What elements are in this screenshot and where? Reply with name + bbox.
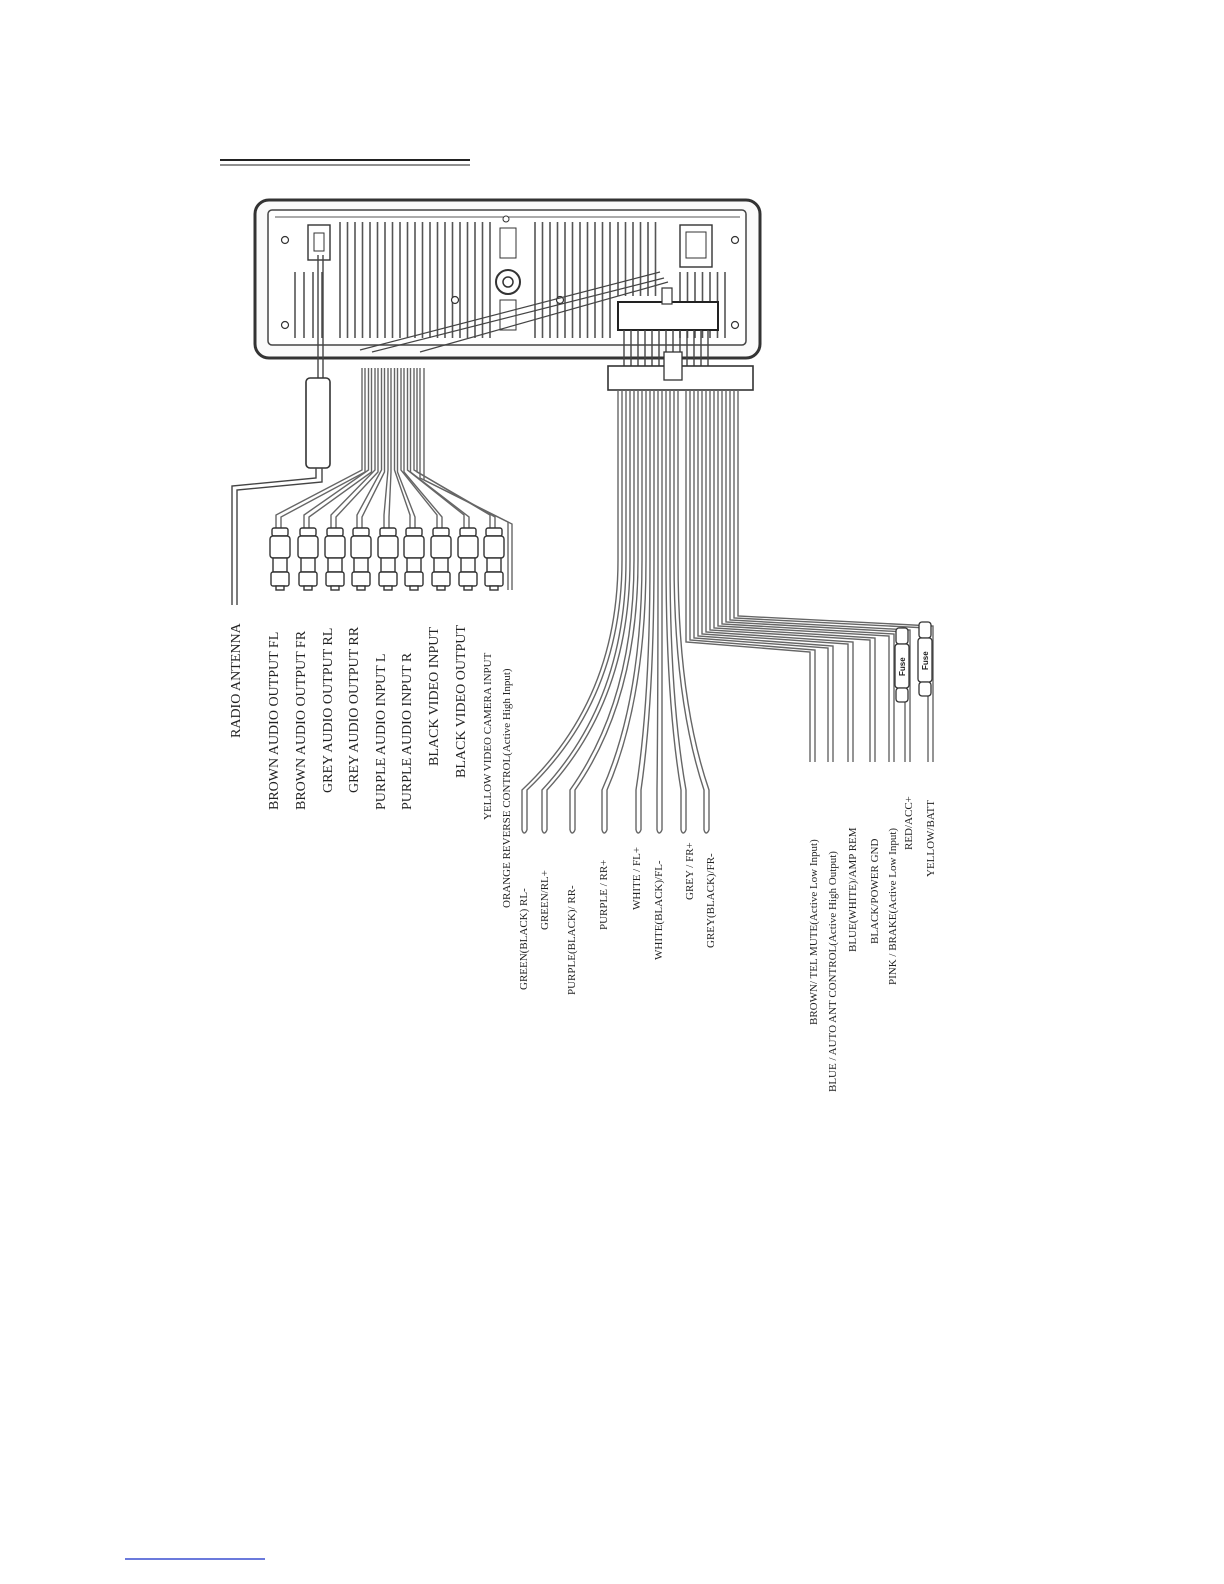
rca-label-11: ORANGE REVERSE CONTROL(Active High Input) bbox=[501, 668, 513, 908]
rca-plug-3 bbox=[325, 528, 345, 590]
fuse-holder-2 bbox=[918, 622, 932, 696]
power-label-3: BLUE(WHITE)/AMP REM bbox=[847, 827, 859, 952]
head-unit-rear-panel bbox=[255, 200, 760, 358]
rca-label-9: BLACK VIDEO OUTPUT bbox=[454, 625, 469, 778]
rca-plug-8 bbox=[458, 528, 478, 590]
rca-label-7: PURPLE AUDIO INPUT R bbox=[400, 652, 415, 810]
fuse-holder-1 bbox=[895, 628, 909, 702]
rca-label-1: RADIO ANTENNA bbox=[229, 623, 244, 738]
power-label-1: BROWN/ TEL MUTE(Active Low Input) bbox=[808, 839, 820, 1025]
rca-plugs bbox=[270, 528, 504, 590]
rca-plug-7 bbox=[431, 528, 451, 590]
rca-labels bbox=[229, 622, 513, 908]
speaker-labels bbox=[518, 842, 717, 995]
iso-harness bbox=[522, 330, 933, 833]
fuse-label: Fuse bbox=[898, 657, 907, 676]
rca-label-5: GREY AUDIO OUTPUT RR bbox=[347, 626, 362, 793]
speaker-label-8: GREY(BLACK)/FR- bbox=[705, 853, 717, 948]
rca-plug-5 bbox=[378, 528, 398, 590]
rca-label-4: GREY AUDIO OUTPUT RL bbox=[321, 627, 336, 793]
speaker-label-1: GREEN(BLACK) RL- bbox=[518, 888, 530, 990]
rca-label-8: BLACK VIDEO INPUT bbox=[427, 627, 442, 766]
fuse-label: Fuse bbox=[921, 651, 930, 670]
speaker-label-6: WHITE(BLACK)/FL- bbox=[653, 860, 665, 960]
speaker-label-7: GREY / FR+ bbox=[684, 842, 696, 900]
rca-label-10: YELLOW VIDEO CAMERA INPUT bbox=[482, 652, 494, 820]
power-label-4: BLACK/POWER GND bbox=[869, 838, 881, 944]
iso-connector bbox=[618, 302, 718, 330]
speaker-label-3: PURPLE(BLACK)/ RR- bbox=[566, 885, 578, 995]
rca-label-6: PURPLE AUDIO INPUT L bbox=[374, 653, 389, 810]
rca-plug-2 bbox=[298, 528, 318, 590]
antenna-filter bbox=[306, 378, 330, 468]
power-label-2: BLUE / AUTO ANT CONTROL(Active High Output) bbox=[827, 851, 839, 1092]
power-label-5: PINK / BRAKE(Active Low Input) bbox=[887, 827, 899, 985]
rca-plug-1 bbox=[270, 528, 290, 590]
speaker-label-2: GREEN/RL+ bbox=[539, 870, 551, 930]
rca-plug-9 bbox=[484, 528, 504, 590]
speaker-label-4: PURPLE / RR+ bbox=[598, 859, 610, 930]
speaker-label-5: WHITE / FL+ bbox=[631, 846, 643, 910]
power-labels bbox=[808, 796, 937, 1092]
rca-label-3: BROWN AUDIO OUTPUT FR bbox=[294, 630, 309, 810]
rca-label-2: BROWN AUDIO OUTPUT FL bbox=[267, 631, 282, 810]
power-label-6: RED/ACC+ bbox=[903, 796, 915, 850]
section-title-underline bbox=[220, 160, 470, 165]
rca-plug-4 bbox=[351, 528, 371, 590]
power-label-7: YELLOW/BATT bbox=[925, 800, 937, 877]
rca-plug-6 bbox=[404, 528, 424, 590]
